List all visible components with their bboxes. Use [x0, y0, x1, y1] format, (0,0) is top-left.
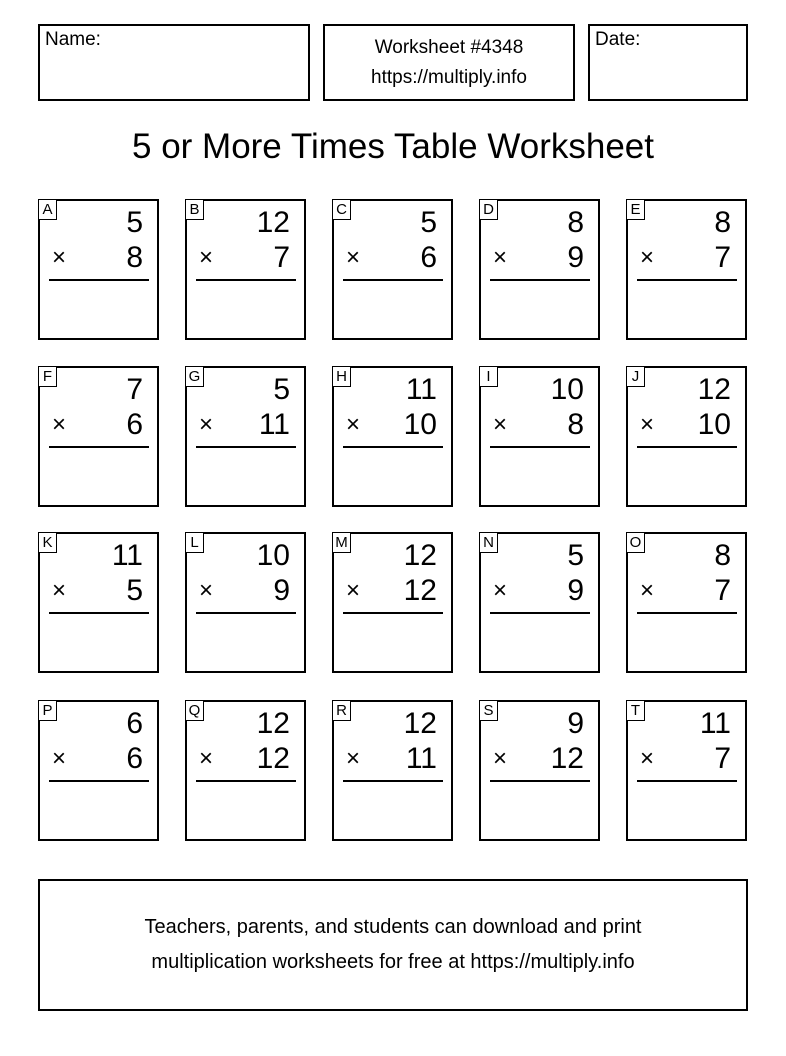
answer-line — [49, 446, 149, 448]
multiplicand: 8 — [567, 206, 584, 239]
multiplicand: 11 — [111, 539, 143, 572]
multiplier: 10 — [403, 408, 437, 441]
answer-line — [343, 780, 443, 782]
problem-card — [479, 532, 600, 673]
site-url: https://multiply.info — [371, 66, 527, 88]
problem-card — [332, 700, 453, 841]
times-sign: × — [640, 244, 655, 271]
problem-card — [626, 532, 747, 673]
date-box — [588, 24, 748, 101]
multiplicand: 12 — [256, 206, 290, 239]
problem-letter: Q — [185, 700, 204, 721]
multiplicand: 5 — [420, 206, 437, 239]
multiplier: 9 — [567, 574, 584, 607]
problem-letter: P — [38, 700, 57, 721]
name-label: Name: — [45, 29, 101, 50]
times-sign: × — [493, 745, 508, 772]
multiplicand: 12 — [403, 539, 437, 572]
answer-line — [343, 446, 443, 448]
problem-card — [332, 532, 453, 673]
multiplier: 6 — [420, 241, 437, 274]
footer-line-1: Teachers, parents, and students can download and print — [144, 916, 642, 938]
answer-line — [343, 279, 443, 281]
problem-card — [626, 366, 747, 507]
answer-line — [196, 279, 296, 281]
problem-letter: I — [479, 366, 498, 387]
problem-card — [185, 199, 306, 340]
multiplier: 6 — [126, 408, 143, 441]
times-sign: × — [199, 244, 214, 271]
answer-line — [637, 279, 737, 281]
problem-letter: K — [38, 532, 57, 553]
times-sign: × — [52, 244, 67, 271]
answer-line — [637, 612, 737, 614]
problem-letter: R — [332, 700, 351, 721]
multiplicand: 12 — [256, 707, 290, 740]
answer-line — [637, 446, 737, 448]
times-sign: × — [640, 745, 655, 772]
multiplier: 12 — [550, 742, 584, 775]
multiplicand: 10 — [256, 539, 290, 572]
answer-line — [490, 279, 590, 281]
times-sign: × — [493, 411, 508, 438]
problem-letter: N — [479, 532, 498, 553]
problem-card — [626, 199, 747, 340]
multiplicand: 7 — [126, 373, 143, 406]
multiplier: 11 — [258, 408, 290, 441]
multiplier: 7 — [273, 241, 290, 274]
times-sign: × — [52, 411, 67, 438]
problem-card — [185, 366, 306, 507]
multiplier: 11 — [405, 742, 437, 775]
times-sign: × — [199, 745, 214, 772]
multiplicand: 12 — [697, 373, 731, 406]
multiplicand: 5 — [567, 539, 584, 572]
problem-letter: A — [38, 199, 57, 220]
times-sign: × — [52, 745, 67, 772]
problem-card — [479, 700, 600, 841]
times-sign: × — [640, 411, 655, 438]
answer-line — [490, 446, 590, 448]
problem-card — [479, 199, 600, 340]
times-sign: × — [346, 411, 361, 438]
multiplicand: 5 — [273, 373, 290, 406]
date-label: Date: — [595, 29, 641, 50]
problem-card — [626, 700, 747, 841]
times-sign: × — [346, 244, 361, 271]
problem-letter: T — [626, 700, 645, 721]
worksheet-info-box — [323, 24, 575, 101]
answer-line — [49, 780, 149, 782]
answer-line — [490, 780, 590, 782]
problem-letter: B — [185, 199, 204, 220]
problem-letter: S — [479, 700, 498, 721]
problem-letter: G — [185, 366, 204, 387]
problem-card — [38, 700, 159, 841]
multiplier: 6 — [126, 742, 143, 775]
answer-line — [49, 612, 149, 614]
multiplier: 7 — [714, 574, 731, 607]
problem-card — [38, 532, 159, 673]
multiplicand: 6 — [126, 707, 143, 740]
multiplier: 7 — [714, 742, 731, 775]
answer-line — [343, 612, 443, 614]
problem-letter: C — [332, 199, 351, 220]
times-sign: × — [52, 577, 67, 604]
answer-line — [196, 446, 296, 448]
problem-letter: D — [479, 199, 498, 220]
answer-line — [196, 780, 296, 782]
times-sign: × — [493, 577, 508, 604]
answer-line — [49, 279, 149, 281]
problem-card — [38, 199, 159, 340]
times-sign: × — [199, 411, 214, 438]
times-sign: × — [199, 577, 214, 604]
problem-card — [185, 532, 306, 673]
multiplicand: 12 — [403, 707, 437, 740]
multiplier: 5 — [126, 574, 143, 607]
name-box — [38, 24, 310, 101]
problem-letter: J — [626, 366, 645, 387]
multiplicand: 9 — [567, 707, 584, 740]
multiplicand: 8 — [714, 539, 731, 572]
page-title: 5 or More Times Table Worksheet — [132, 127, 654, 166]
problem-card — [332, 366, 453, 507]
problem-card — [185, 700, 306, 841]
times-sign: × — [346, 577, 361, 604]
problem-card — [479, 366, 600, 507]
answer-line — [637, 780, 737, 782]
times-sign: × — [493, 244, 508, 271]
multiplier: 8 — [567, 408, 584, 441]
multiplicand: 11 — [699, 707, 731, 740]
multiplicand: 10 — [550, 373, 584, 406]
multiplier: 10 — [697, 408, 731, 441]
problem-letter: E — [626, 199, 645, 220]
problem-letter: L — [185, 532, 204, 553]
multiplier: 9 — [273, 574, 290, 607]
problem-card — [38, 366, 159, 507]
multiplicand: 8 — [714, 206, 731, 239]
multiplicand: 11 — [405, 373, 437, 406]
problem-letter: F — [38, 366, 57, 387]
multiplier: 12 — [256, 742, 290, 775]
multiplicand: 5 — [126, 206, 143, 239]
multiplier: 12 — [403, 574, 437, 607]
problem-letter: H — [332, 366, 351, 387]
problem-letter: M — [332, 532, 351, 553]
footer-box — [38, 879, 748, 1011]
answer-line — [490, 612, 590, 614]
footer-line-2: multiplication worksheets for free at https://multiply.info — [151, 951, 635, 973]
multiplier: 8 — [126, 241, 143, 274]
worksheet-id: Worksheet #4348 — [374, 36, 524, 58]
times-sign: × — [346, 745, 361, 772]
multiplier: 9 — [567, 241, 584, 274]
times-sign: × — [640, 577, 655, 604]
problem-card — [332, 199, 453, 340]
answer-line — [196, 612, 296, 614]
problem-letter: O — [626, 532, 645, 553]
multiplier: 7 — [714, 241, 731, 274]
